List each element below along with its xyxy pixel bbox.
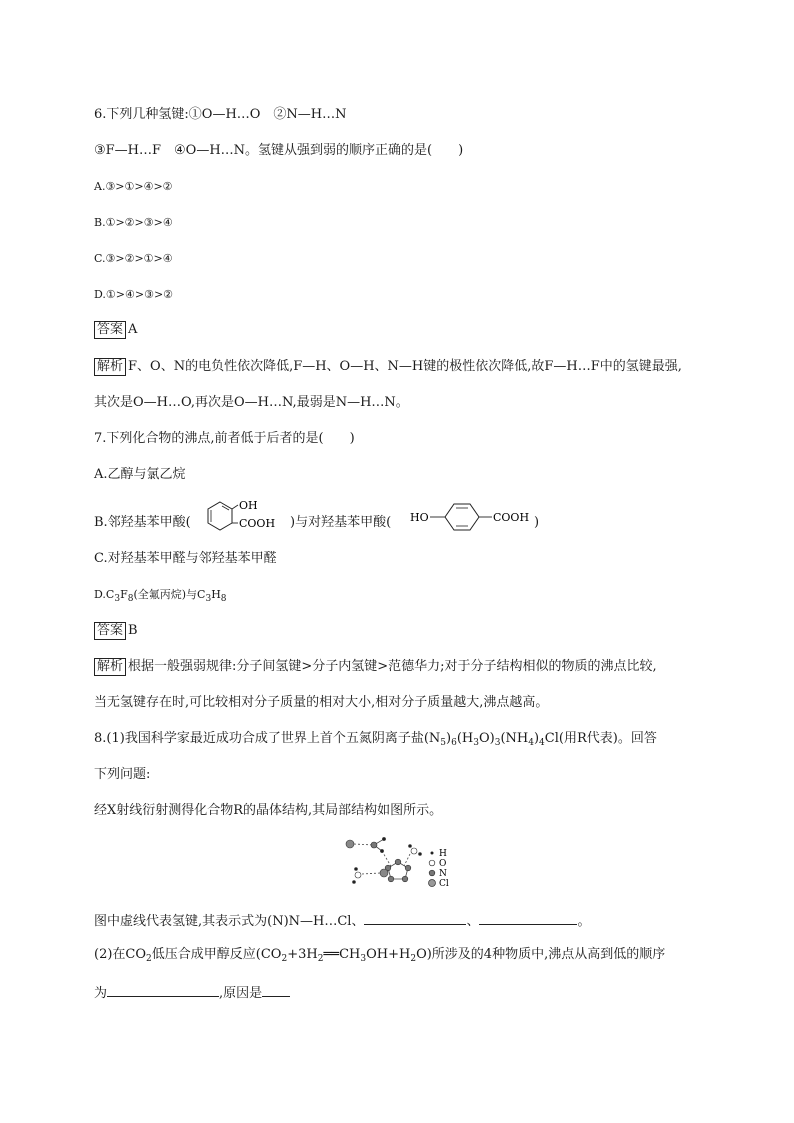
q7-analysis-line2: 当无氢键存在时,可比较相对分子质量的相对大小,相对分子质量越大,沸点越高。 <box>94 695 549 710</box>
analysis-tag: 解析 <box>94 358 126 376</box>
q8-part2-line1: (2)在$CO_2$低压合成甲醇反应$(CO_2+3H_2══CH_3OH+H_2O)$所涉及的4种物质中,沸点从高到低的顺序 <box>94 947 666 964</box>
analysis-tag: 解析 <box>94 658 126 676</box>
legend-cl-marker <box>429 880 436 887</box>
q7-option-b-part3: ) <box>534 515 540 530</box>
q6-analysis-line2: 其次是O—H…O,再次是O—H…N,最弱是N—H…N。 <box>94 395 409 410</box>
ortho-hydroxybenzoic-acid-structure <box>200 496 292 538</box>
ortho-oh-label: OH <box>239 499 258 512</box>
legend-cl: Cl <box>439 879 449 889</box>
q7-option-c: C.对羟基苯甲醛与邻羟基苯甲醛 <box>94 551 277 566</box>
para-cooh-label: COOH <box>493 511 530 524</box>
q6-analysis-line1 <box>94 358 682 376</box>
q6-stem-line2: ③F—H…F ④O—H…N。氢键从强到弱的顺序正确的是( ) <box>94 143 464 158</box>
answer-blank-3[interactable] <box>107 982 219 997</box>
q7-analysis-line1 <box>94 658 657 676</box>
crystal-structure-figure <box>340 832 470 892</box>
para-ho-label: HO <box>410 511 429 524</box>
answer-value: A <box>128 322 138 337</box>
answer-blank-4[interactable] <box>262 982 290 997</box>
q8-part1-line4: 图中虚线代表氢键,其表示式为(N)N—H…Cl、 、 。 <box>94 910 591 931</box>
analysis-text: F、O、N的电负性依次降低,F—H、O—H、N—H键的极性依次降低,故F—H…F中的氢键最强, <box>128 359 682 374</box>
q8-part1-line2: 下列问题: <box>94 767 151 782</box>
q7-option-b-part1: B.邻羟基苯甲酸( <box>94 515 191 530</box>
q6-option-c: C.③>②>①>④ <box>94 252 173 265</box>
legend-h: H <box>439 849 447 859</box>
q6-option-d: D.①>④>③>② <box>94 288 174 301</box>
legend-n: N <box>439 869 447 879</box>
legend-o-marker <box>429 860 435 866</box>
answer-blank-2[interactable] <box>479 910 577 925</box>
q8-part1-line3: 经X射线衍射测得化合物R的晶体结构,其局部结构如图所示。 <box>94 803 443 818</box>
answer-tag: 答案 <box>94 622 126 640</box>
legend-h-marker <box>431 852 434 855</box>
q6-stem-line1: 6.下列几种氢键:①O—H…O ②N—H…N <box>94 107 347 122</box>
q7-answer <box>94 622 138 640</box>
q8-part2-line2: 为 ,原因是 <box>94 982 290 1003</box>
q6-option-b: B.①>②>③>④ <box>94 216 173 229</box>
answer-blank-1[interactable] <box>364 910 466 925</box>
para-hydroxybenzoic-acid-structure <box>408 498 536 536</box>
q6-option-a: A.③>①>④>② <box>94 180 173 193</box>
q8-part1-line1: 8.(1)我国科学家最近成功合成了世界上首个五氮阴离子盐$(N_5)_6(H_3O)_3(NH_4)_4Cl$(用R代表)。回答 <box>94 731 657 748</box>
answer-tag: 答案 <box>94 321 126 339</box>
legend-n-marker <box>429 870 435 876</box>
ortho-cooh-label: COOH <box>239 517 276 530</box>
q7-stem: 7.下列化合物的沸点,前者低于后者的是( ) <box>94 431 355 446</box>
legend-o: O <box>439 859 447 869</box>
q7-option-a: A.乙醇与氯乙烷 <box>94 467 186 482</box>
answer-value: B <box>128 623 138 638</box>
analysis-text: 根据一般强弱规律:分子间氢键>分子内氢键>范德华力;对于分子结构相似的物质的沸点比较, <box>128 659 657 674</box>
q7-option-b-part2: )与对羟基苯甲酸( <box>290 515 392 530</box>
q7-option-d: $D.C_3F_8$(全氟丙烷)与$C_3H_8$ <box>94 588 227 604</box>
q6-answer <box>94 321 137 339</box>
